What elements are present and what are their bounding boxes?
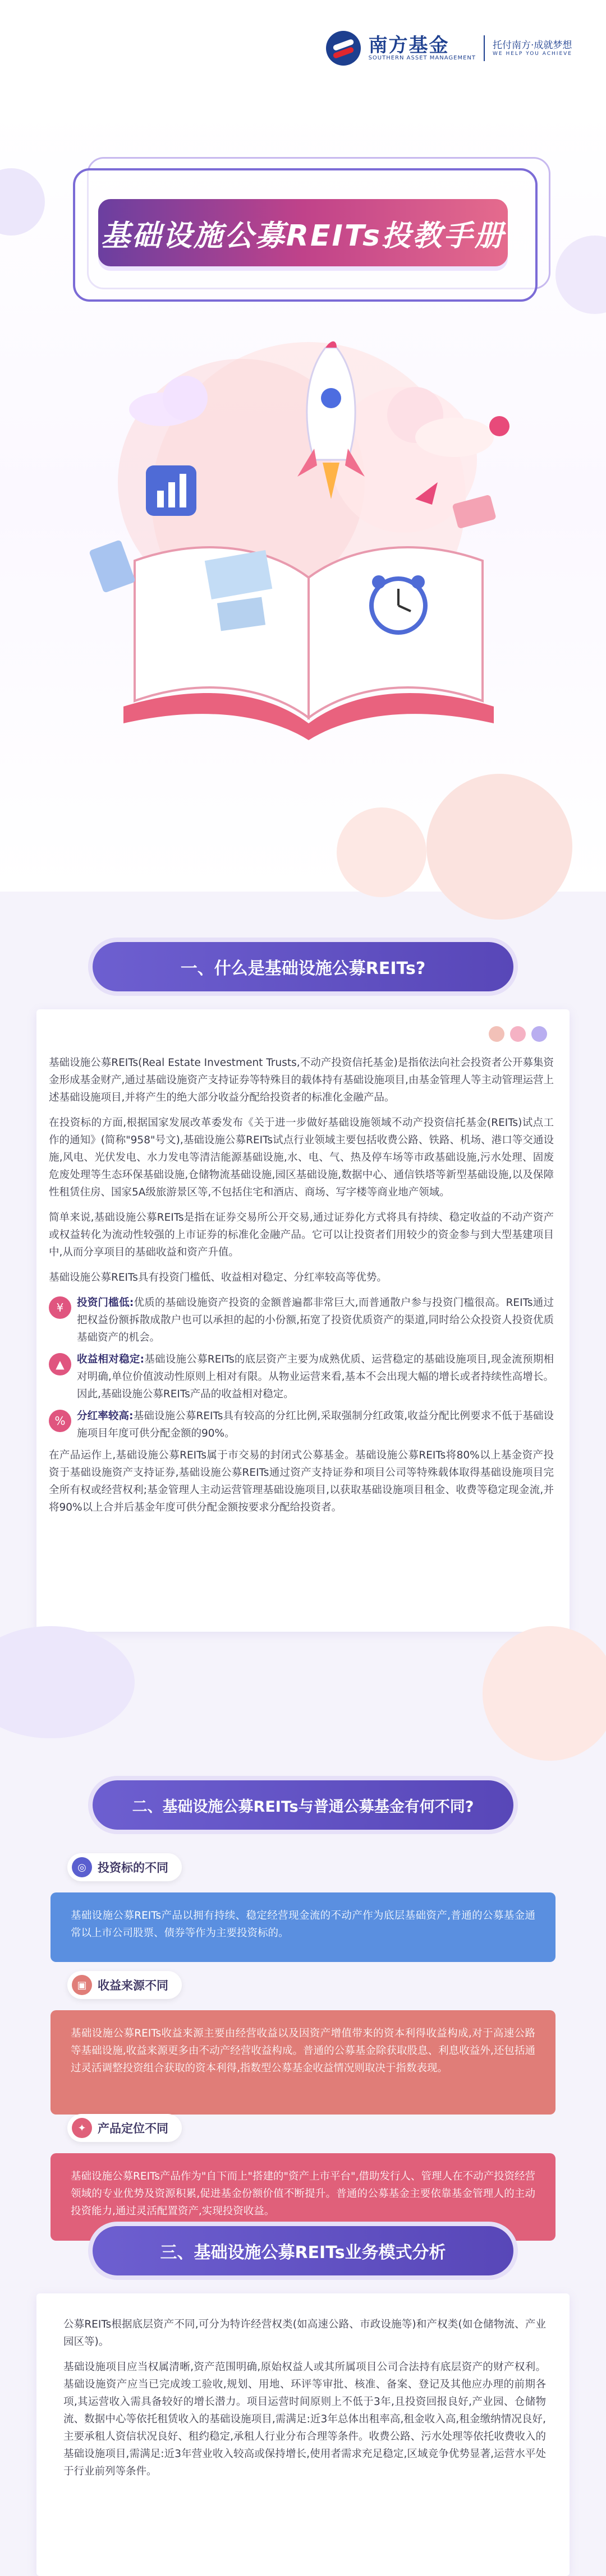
- hero-illustration: [67, 314, 539, 763]
- decor-circle: [426, 774, 572, 920]
- logo-divider: [484, 35, 485, 61]
- brand-logo[interactable]: [326, 31, 572, 66]
- dot-icon: [489, 1026, 504, 1042]
- section1-body: [49, 1054, 554, 1524]
- section3-header-wrap: [93, 2226, 513, 2275]
- section1-card: [36, 1009, 570, 1632]
- page-title: 基础设施公募REITs投教手册: [100, 219, 506, 253]
- feature-label: 投资门槛低:: [77, 1297, 134, 1309]
- decor-circle: [337, 807, 426, 897]
- paragraph: 公募REITs根据底层资产不同,可分为特许经营权类(如高速公路、市政设施等)和产权类(如仓储物流、产业园区等)。: [63, 2319, 546, 2348]
- feature-label: 分红率较高:: [77, 1410, 134, 1422]
- logo-mark-icon: [326, 31, 361, 66]
- compare-box: 基础设施公募REITs产品作为"自下而上"搭建的"资产上市平台",借助发行人、管理人在不动产投资经营领域的专业优势及资源积累,促进基金份额价值不断提升。普通的公募基金主要依靠基金管理人的主动投资能力,通过灵活配置资产,实现投资收益。: [50, 2153, 556, 2241]
- section3-card: [36, 2293, 570, 2576]
- brand-name: 南方基金: [368, 34, 449, 57]
- section2-heading: 二、基础设施公募REITs与普通公募基金有何不同?: [93, 1780, 513, 1830]
- chip-income-source: [67, 1971, 182, 1999]
- card-dots: [489, 1026, 547, 1042]
- section1-header-wrap: [93, 942, 513, 991]
- bar-chart-icon: [146, 465, 196, 516]
- chip-positioning: [67, 2114, 182, 2142]
- chip-investment-target: [67, 1853, 182, 1881]
- compare-box: 基础设施公募REITs收益来源主要由经营收益以及因资产增值带来的资本利得收益构成,对于高速公路等基础设施,收益来源更多由不动产经营收益构成。普通的公募基金除获取股息、利息收益外,还包括通过灵活调整投资组合获取的资本利得,指数型公募基金收益情况则取决于指数表现。: [50, 2010, 556, 2115]
- chip-label: 收益来源不同: [98, 1979, 168, 1992]
- brand-slogan: 托付南方·成就梦想: [493, 39, 572, 51]
- page-title-banner: [98, 199, 508, 266]
- feature-item: [49, 1294, 554, 1346]
- decor-circle: [483, 1626, 606, 1761]
- feature-text: 基础设施公募REITs的底层资产主要为成熟优质、运营稳定的基础设施项目,现金流预期相对明确,单位价值波动性原则上相对有限。从物业运营来看,基本不会出现大幅的增长或者持续性高增长。因此,基础设施公募REITs产品的收益相对稳定。: [77, 1354, 554, 1400]
- feature-label: 收益相对稳定:: [77, 1354, 145, 1365]
- target-icon: ◎: [72, 1857, 92, 1877]
- paragraph: 基础设施项目应当权属清晰,资产范围明确,原始权益人或其所属项目公司合法持有底层资产的财产权利。基础设施资产应当已完成竣工验收,规划、用地、环评等审批、核准、备案、登记及其他应办理的前期各项,其运营收入需具备较好的增长潜力。项目运营时间原则上不低于3年,且投资回报良好,产业园、仓储物流、数据中心等依托租赁收入的基础设施项目,需满足:近3年总体出租率高,租金收入高,租金缴纳情况良好,主要承租人资信状况良好、租约稳定,承租人行业分布合理等条件。收费公路、污水处理等依托收费收入的基础设施项目,需满足:近3年营业收入较高或保持增长,使用者需求充足稳定,区域竞争优势显著,运营水平处于行业前列等条件。: [63, 2361, 546, 2477]
- section3-body: [63, 2316, 546, 2488]
- paragraph: 在投资标的方面,根据国家发展改革委发布《关于进一步做好基础设施领域不动产投资信托基金(REITs)试点工作的通知》(简称"958"号文),基础设施公募REITs试点行业领域主要包括收费公路、铁路、机场、港口等交通设施,风电、光伏发电、水力发电等清洁能源基础设施,水、电、气、热及停车场等市政基础设施,污水处理、固废危废处理等生态环保基础设施,仓储物流基础设施,园区基础设施,数据中心、通信铁塔等新型基础设施,以及保障性租赁住房、国家5A级旅游景区等,不包括住宅和酒店、商场、写字楼等商业地产领域。: [49, 1117, 554, 1198]
- dot-icon: [510, 1026, 526, 1042]
- section2-header-wrap: [93, 1780, 513, 1830]
- chip-label: 投资标的不同: [98, 1861, 168, 1875]
- section3-heading: 三、基础设施公募REITs业务模式分析: [93, 2226, 513, 2275]
- coin-icon: ¥: [49, 1296, 71, 1319]
- feature-text: 优质的基础设施资产投资的金额普遍都非常巨大,而普通散户参与投资门槛很高。REITs通过把权益份额拆散成散户也可以承担的起的小份额,拓宽了投资优质资产的渠道,同时给公众投资人投资优质基础资产的机会。: [77, 1297, 554, 1344]
- feature-item: [49, 1407, 554, 1442]
- paragraph: 在产品运作上,基础设施公募REITs属于市交易的封闭式公募基金。基础设施公募REITs将80%以上基金资产投资于基础设施资产支持证券,基础设施公募REITs通过资产支持证券和项目公司等特殊载体取得基础设施项目完全所有权或经营权利;基金管理人主动运营管理基础设施项目,以获取基础设施项目租金、收费等稳定现金流,并将90%以上合并后基金年度可供分配金额按要求分配给投资者。: [49, 1449, 554, 1513]
- wallet-icon: ▣: [72, 1975, 92, 1995]
- chart-icon: ▲: [49, 1353, 71, 1375]
- document-icon: [89, 539, 136, 593]
- alarm-clock-icon: [371, 575, 425, 633]
- book-icon: [123, 547, 494, 740]
- dot-icon: [531, 1026, 547, 1042]
- paragraph: 简单来说,基础设施公募REITs是指在证券交易所公开交易,通过证券化方式将具有持续、稳定收益的不动产资产或权益转化为流动性较强的上市证券的标准化金融产品。它可以让投资者们用较少的资金参与到大型基建项目中,从而分享项目的基础收益和资产升值。: [49, 1212, 554, 1258]
- chip-label: 产品定位不同: [98, 2122, 168, 2135]
- feature-item: [49, 1351, 554, 1403]
- percent-icon: %: [49, 1410, 71, 1432]
- decor-circle: [0, 1626, 135, 1738]
- section1-heading: 一、什么是基础设施公募REITs?: [93, 942, 513, 991]
- feature-text: 基础设施公募REITs具有较高的分红比例,采取强制分红政策,收益分配比例要求不低于基础设施项目年度可供分配金额的90%。: [77, 1410, 554, 1439]
- brand-name-en: SOUTHERN ASSET MANAGEMENT: [368, 54, 476, 61]
- pin-icon: ✦: [72, 2118, 92, 2138]
- paragraph: 基础设施公募REITs具有投资门槛低、收益相对稳定、分红率较高等优势。: [49, 1272, 387, 1284]
- paragraph: 基础设施公募REITs(Real Estate Investment Trusts,不动产投资信托基金)是指依法向社会投资者公开募集资金形成基金财产,通过基础设施资产支持证券等特殊目的载体持有基础设施项目,由基金管理人等主动管理运营上述基础设施项目,并将产生的绝大部分收益分配给投资者的标准化金融产品。: [49, 1057, 554, 1104]
- brand-slogan-en: WE HELP YOU ACHIEVE: [493, 51, 572, 57]
- compare-box: 基础设施公募REITs产品以拥有持续、稳定经营现金流的不动产作为底层基础资产,普通的公募基金通常以上市公司股票、债券等作为主要投资标的。: [50, 1892, 556, 1962]
